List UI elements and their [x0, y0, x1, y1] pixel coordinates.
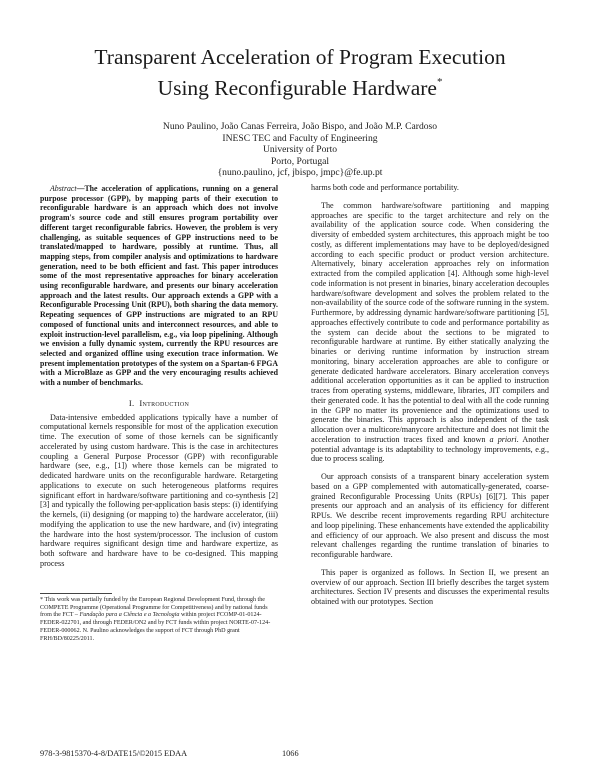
intro-paragraph-3: Our approach consists of a transparent binary acceleration system based on a GPP complemented with automatically-generated, coarse-grained Reconfigurable Processing Units (RPUs) [6][7]. This paper presents our approach and an analysis of its efficiency for different RPUs. We describe recent improvements regarding RPU architecture and loop pipelining. These enhancements have extended the applicability and efficiency of our approach. We also present and discuss the most relevant challenges regarding the runtime translation of binaries to reconfigurable hardware.: [311, 472, 549, 559]
title-line-1: Transparent Acceleration of Program Execution: [94, 45, 506, 69]
abstract-text: —The acceleration of applications, running on a general purpose processor (GPP), by mapping parts of their execution to reconfigurable hardware is an approach which does not involve program's source code and still ensures program portability over different target reconfigurable fabrics. However, the problem is very challenging, as suitable sequences of GPP instructions need to be translated/mapped to hardware, possibly at runtime. Thus, all mapping steps, from compiler analysis and optimizations to hardware generation, need to be both efficient and fast. This paper introduces some of the most representative approaches for binary acceleration using reconfigurable hardware, and presents our binary acceleration approach and the latest results. Our approach extends a GPP with a Reconfigurable Processing Unit (RPU), both sharing the data memory. Repeating sequences of GPP instructions are migrated to an RPU composed of functional units and interconnect resources, and able to exploit instruction-level parallelism, e.g., via loop pipelining. Although we envision a fully dynamic system, currently the RPU resources are selected and organized offline using execution trace information. We present implementation prototypes of the system on a Spartan-6 FPGA with a MicroBlaze as GPP and the very encouraging results achieved with a number of benchmarks.: [40, 184, 278, 388]
author-institute: INESC TEC and Faculty of Engineering: [222, 132, 378, 144]
abstract: [40, 184, 278, 388]
a-priori-text: a priori: [489, 434, 517, 444]
author-names: Nuno Paulino, João Canas Ferreira, João Bispo, and João M.P. Cardoso: [162, 121, 438, 132]
left-column: [40, 184, 278, 569]
right-column: [311, 183, 549, 607]
paper-title: [0, 44, 600, 102]
intro-paragraph-1: Data-intensive embedded applications typically have a number of computational kernels responsible for most of the application execution time. The execution of some of those kernels can be significantly accelerated by using custom hardware. This is the case in architectures coupling a General Purpose Processor (GPP) with reconfigurable hardware (see, e.g., [1]) where those kernels can be migrated to dedicated hardware units on the reconfigurable hardware. Retargeting applications to execute on such heterogeneous platforms requires significant effort in hardware/software partitioning and co-synthesis [2][3] and typically the following per-application basis steps: (i) identifying the kernels, (ii) designing (or mapping to) the hardware accelerator, (iii) modifying the application to use the new hardware, and (iv) integrating the hardware into the host system/processor. The inclusion of custom hardware requires significant design time and hardware expertize, as both software and hardware have to be co-designed. This mapping process: [40, 412, 278, 568]
abstract-label: Abstract: [50, 184, 77, 193]
footnote-rule: [40, 593, 112, 594]
author-emails: {nuno.paulino, jcf, jbispo, jmpc}@fe.up.pt: [217, 167, 383, 179]
footer-isbn: 978-3-9815370-4-8/DATE15/©2015 EDAA: [40, 749, 188, 758]
title-footnote-mark: *: [436, 76, 443, 88]
author-university: University of Porto: [262, 144, 338, 156]
intro-continuation: harms both code and performance portability.: [311, 183, 459, 192]
intro-paragraph-4: This paper is organized as follows. In Section II, we present an overview of our approach. Section III briefly describes the target system architectures. Section IV presents and discusses the experimental results obtained with our prototypes. Section: [311, 567, 549, 606]
intro-paragraph-2: The common hardware/software partitioning and mapping approaches are specific to the target architecture and rely on the availability of the application source code. When considering the diversity of embedded system architectures, this approach might be too costly, as different implementations may have to be deployed/designed according to each specific product or product version architecture. Alternatively, binary acceleration approaches rely on information extracted from the compiled application [4]. Although some high-level code information is not present in binaries, binary acceleration decouples hardware/software development and solves the problem related to the non-availability of the source code of the software running in the system. Furthermore, by addressing dynamic hardware/software partitioning [5], approaches effectively contribute to code and performance portability as the system can decide about the sections to be migrated to reconfigurable hardware at runtime. By either statically analyzing the binaries or deriving runtime information by instruction stream monitoring, binary acceleration approaches are able to configure or generate dedicated hardware accelerators. Binary acceleration conveys additional acceleration opportunities as it can be applied to instruction traces from operating systems, middleware, libraries, JIT compilers and their generated code. It has the potential to deal with all the code running in the GPP no matter its provenience and the optimizations used to generate the binaries. This approach is also independent of the task allocation over a multicore/manycore architecture and does not limit the acceleration to instruction traces fixed and known a priori. Another potential advantage is its adaptability to technology improvements, e.g., due to process scaling.: [311, 200, 549, 464]
funding-footnote: * This work was partially funded by the European Regional Development Fund, through the COMPETE Programme (Operational Programme for Competitiveness) and by national funds from the FCT – Fundação para a Ciência e a Tecnologia within project FCOMP-01-0124-FEDER-022701, and through FEDER/ON2 and by FCT funds within project NORTE-07-124-FEDER-000062. N. Paulino acknowledges the support of FCT through PhD grant FRH/BD/80225/2011.: [40, 597, 271, 642]
author-block: [0, 121, 600, 179]
section-heading-introduction: I. Introduction: [128, 397, 190, 408]
author-city: Porto, Portugal: [270, 155, 330, 167]
page-number: 1066: [282, 749, 299, 758]
title-line-2: Using Reconfigurable Hardware*: [157, 76, 443, 101]
